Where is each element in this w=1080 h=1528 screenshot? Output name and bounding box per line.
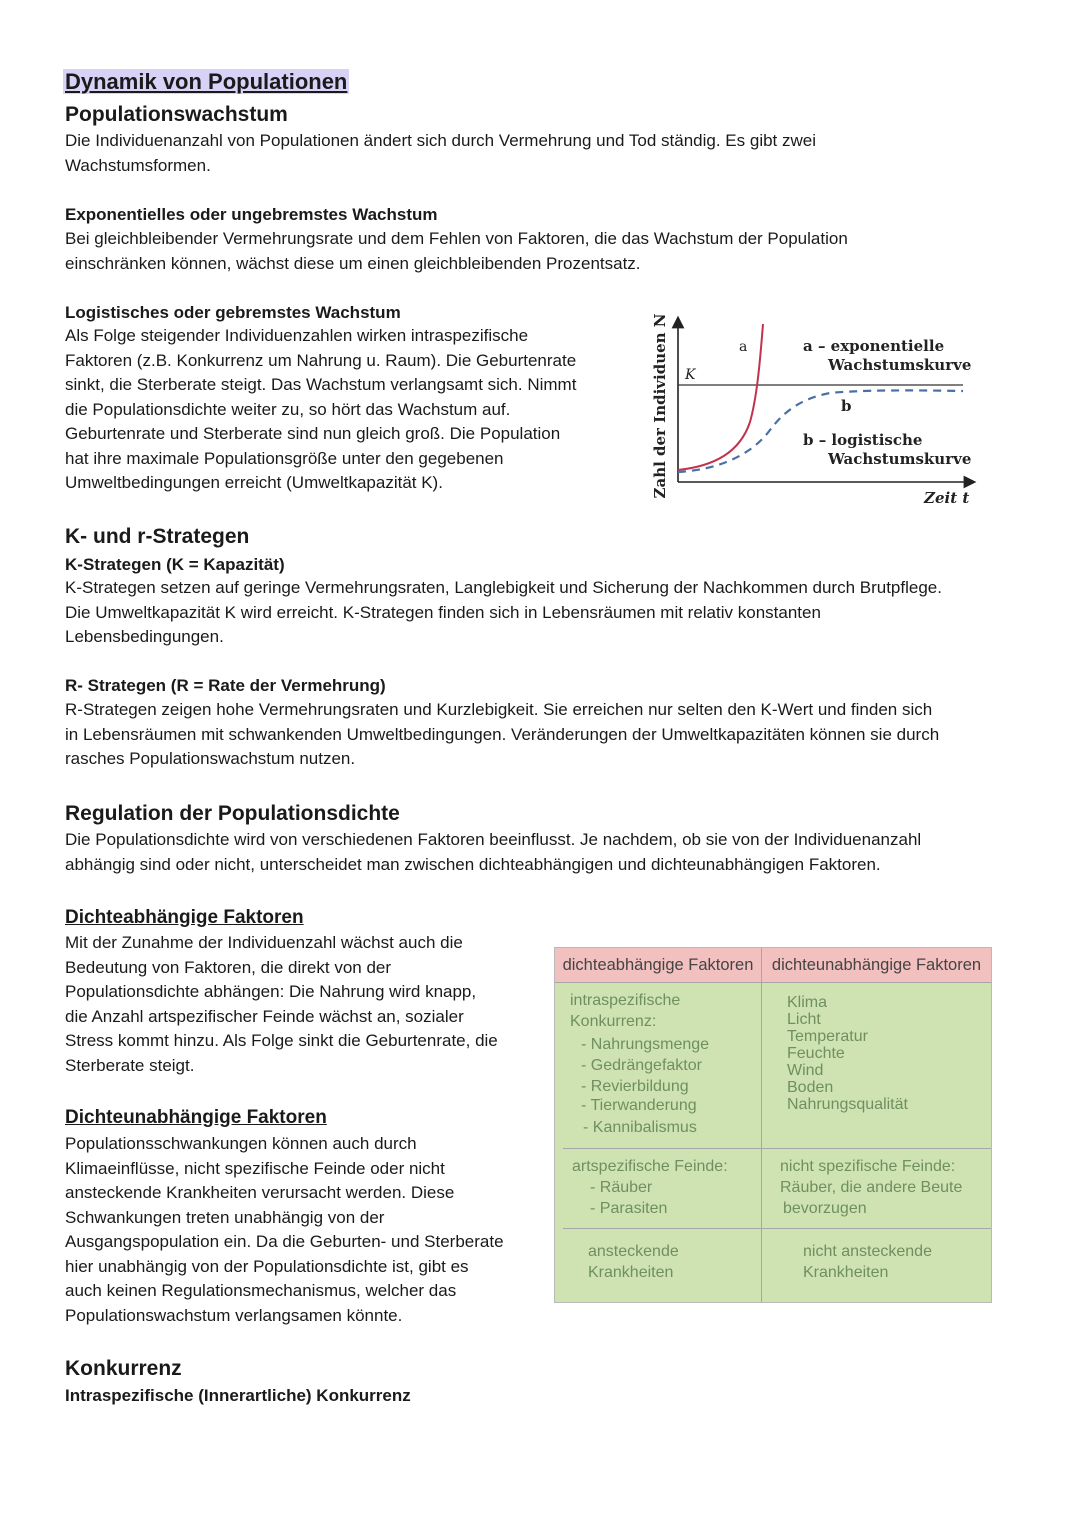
text-line: Populationsschwankungen können auch durch [65, 1134, 417, 1153]
table-cell-line: artspezifische Feinde: [572, 1158, 728, 1175]
text-line: R-Strategen zeigen hohe Vermehrungsraten und Kurzlebigkeit. Sie erreichen nur selten den K-Wert und finden sich [65, 700, 933, 719]
text-line: Ausgangspopulation ein. Da die Geburten- und Sterberate [65, 1232, 504, 1251]
exponential-text [65, 227, 1025, 276]
text-line: Schwankungen treten unabhängig von der [65, 1207, 385, 1227]
table-cell-line: - Räuber [590, 1179, 653, 1196]
legend-b-line1: b – logistische [803, 431, 923, 449]
table-divider [563, 1148, 991, 1149]
table-cell-line: ansteckende [588, 1243, 679, 1260]
table-cell-line: Konkurrenz: [570, 1013, 657, 1030]
text-line: Geburtenrate und Sterberate sind nun gleich groß. Die Population [65, 424, 561, 443]
table-cell [588, 1241, 679, 1283]
text-line: Bedeutung von Faktoren, die direkt von der [65, 957, 392, 977]
table-cell [803, 1241, 932, 1283]
subheading-density-dependent: Dichteabhängige Faktoren [65, 907, 304, 928]
text-line: Die Populationsdichte wird von verschiedenen Faktoren beeinflusst. Je nachdem, ob sie von der Individuenanzahl [65, 830, 922, 849]
text-line: Mit der Zunahme der Individuenzahl wächst auch die [65, 933, 463, 952]
table-cell-line: nicht spezifische Feinde: [780, 1158, 956, 1175]
table-cell-line: - Kannibalismus [583, 1119, 697, 1136]
r-strategists-text [65, 698, 1055, 772]
text-line: auch keinen Regulationsmechanismus, welcher das [65, 1281, 457, 1300]
subheading-density-independent: Dichteunabhängige Faktoren [65, 1107, 327, 1128]
y-axis-label: Zahl der Individuen N [651, 313, 669, 499]
text-line: die Populationsdichte weiter zu, so hört das Wachstum auf. [65, 399, 511, 419]
table-cell-line: Licht [787, 1011, 821, 1028]
table-cell-line: nicht ansteckende [803, 1243, 932, 1260]
legend-a-line2: Wachstumskurve [828, 356, 972, 374]
table-cell-line: Krankheiten [588, 1264, 674, 1281]
table-cell-line: Wind [787, 1062, 824, 1079]
text-line: Stress kommt hinzu. Als Folge sinkt die Geburtenrate, die [65, 1031, 498, 1050]
text-line: abhängig sind oder nicht, unterscheidet man zwischen dichteabhängigen und dichteunabhängigen Faktoren. [65, 854, 881, 874]
text-line: einschränken können, wächst diese um einen gleichbleibenden Prozentsatz. [65, 253, 641, 273]
density-independent-text [65, 1132, 545, 1328]
text-line: sinkt, die Sterberate steigt. Das Wachstum verlangsamt sich. Nimmt [65, 375, 577, 394]
text-line: Umweltbedingungen erreicht (Umweltkapazität K). [65, 473, 443, 492]
text-line: Faktoren (z.B. Konkurrenz um Nahrung u. Raum). Die Geburtenrate [65, 350, 577, 370]
legend-a-line1: a – exponentielle [803, 337, 945, 355]
table-cell-line: - Tierwanderung [581, 1097, 697, 1114]
table-cell-line: - Gedrängefaktor [581, 1057, 702, 1074]
table-divider [555, 982, 991, 983]
table-cell [572, 1156, 728, 1219]
growth-intro [65, 129, 1025, 178]
table-divider [761, 948, 762, 1302]
curve-a-label: a [739, 339, 748, 355]
table-cell-line: Temperatur [787, 1028, 868, 1045]
subheading-r-strategists: R- Strategen (R = Rate der Vermehrung) [65, 676, 386, 695]
section-heading-regulation: Regulation der Populationsdichte [65, 802, 400, 825]
density-dependent-text [65, 931, 545, 1078]
growth-curve-graph [645, 312, 980, 512]
text-line: Populationswachstum verlangsamen könnte. [65, 1305, 403, 1325]
table-cell-line: Feuchte [787, 1045, 845, 1062]
logistic-text [65, 324, 635, 496]
table-cell-line: Klima [787, 994, 828, 1011]
table-cell-line: Krankheiten [803, 1264, 889, 1281]
table-cell-line: Boden [787, 1079, 834, 1096]
text-line: Als Folge steigender Individuenzahlen wirken intraspezifische [65, 326, 529, 345]
subheading-intraspecific-competition: Intraspezifische (Innerartliche) Konkurrenz [65, 1386, 411, 1405]
table-cell [787, 994, 908, 1113]
table-cell-line: bevorzugen [783, 1200, 867, 1217]
k-strategists-text [65, 576, 1055, 650]
table-cell-line: Räuber, die andere Beute [780, 1179, 963, 1196]
subheading-logistic: Logistisches oder gebremstes Wachstum [65, 303, 401, 322]
text-line: Populationsdichte abhängen: Die Nahrung wird knapp, [65, 982, 477, 1001]
text-line: rasches Populationswachstum nutzen. [65, 749, 356, 768]
text-line: Klimaeinflüsse, nicht spezifische Feinde oder nicht [65, 1158, 445, 1178]
table-header-dependent: dichteabhängige Faktoren [562, 956, 754, 974]
text-line: die Anzahl artspezifischer Feinde wächst an, sozialer [65, 1006, 464, 1026]
factor-table [554, 947, 992, 1303]
text-line: Lebensbedingungen. [65, 627, 224, 646]
text-line: hier unabhängig von der Populationsdichte ist, gibt es [65, 1256, 469, 1276]
legend-b-line2: Wachstumskurve [828, 450, 972, 468]
table-cell [780, 1156, 962, 1219]
text-line: Bei gleichbleibender Vermehrungsrate und dem Fehlen von Faktoren, die das Wachstum der Population [65, 229, 848, 248]
subheading-k-strategists: K-Strategen (K = Kapazität) [65, 555, 285, 574]
table-cell-line: - Nahrungsmenge [581, 1036, 710, 1053]
table-divider [563, 1228, 991, 1229]
table-cell [570, 990, 709, 1138]
x-axis-label: Zeit t [924, 489, 970, 507]
text-line: ansteckende Krankheiten verursacht werden. Diese [65, 1183, 455, 1202]
curve-b-label: b [841, 397, 852, 415]
table-cell-line: - Revierbildung [581, 1078, 689, 1095]
table-cell-line: Nahrungsqualität [787, 1096, 908, 1113]
text-line: Die Individuenanzahl von Populationen ändert sich durch Vermehrung und Tod ständig. Es gibt zwei [65, 131, 817, 150]
page-title: Dynamik von Populationen [65, 69, 348, 94]
table-header-independent: dichteunabhängige Faktoren [771, 956, 982, 974]
subheading-exponential: Exponentielles oder ungebremstes Wachstum [65, 205, 438, 224]
text-line: Sterberate steigt. [65, 1055, 195, 1075]
table-cell-line: - Parasiten [590, 1200, 668, 1217]
text-line: in Lebensräumen mit schwankenden Umweltbedingungen. Veränderungen der Umweltkapazitäten können sie durch [65, 724, 940, 744]
section-heading-competition: Konkurrenz [65, 1357, 182, 1380]
section-heading-strategists: K- und r-Strategen [65, 525, 250, 548]
section-heading-growth: Populationswachstum [65, 103, 288, 126]
text-line: K-Strategen setzen auf geringe Vermehrungsraten, Langlebigkeit und Sicherung der Nachkommen durch Brutpflege. [65, 578, 942, 597]
text-line: Wachstumsformen. [65, 155, 211, 175]
text-line: hat ihre maximale Populationsgröße unter den gegebenen [65, 448, 504, 468]
text-line: Die Umweltkapazität K wird erreicht. K-Strategen finden sich in Lebensräumen mit relativ konstanten [65, 602, 821, 622]
capacity-label: K [685, 367, 696, 383]
regulation-text [65, 828, 1055, 877]
table-cell-line: intraspezifische [570, 992, 681, 1009]
